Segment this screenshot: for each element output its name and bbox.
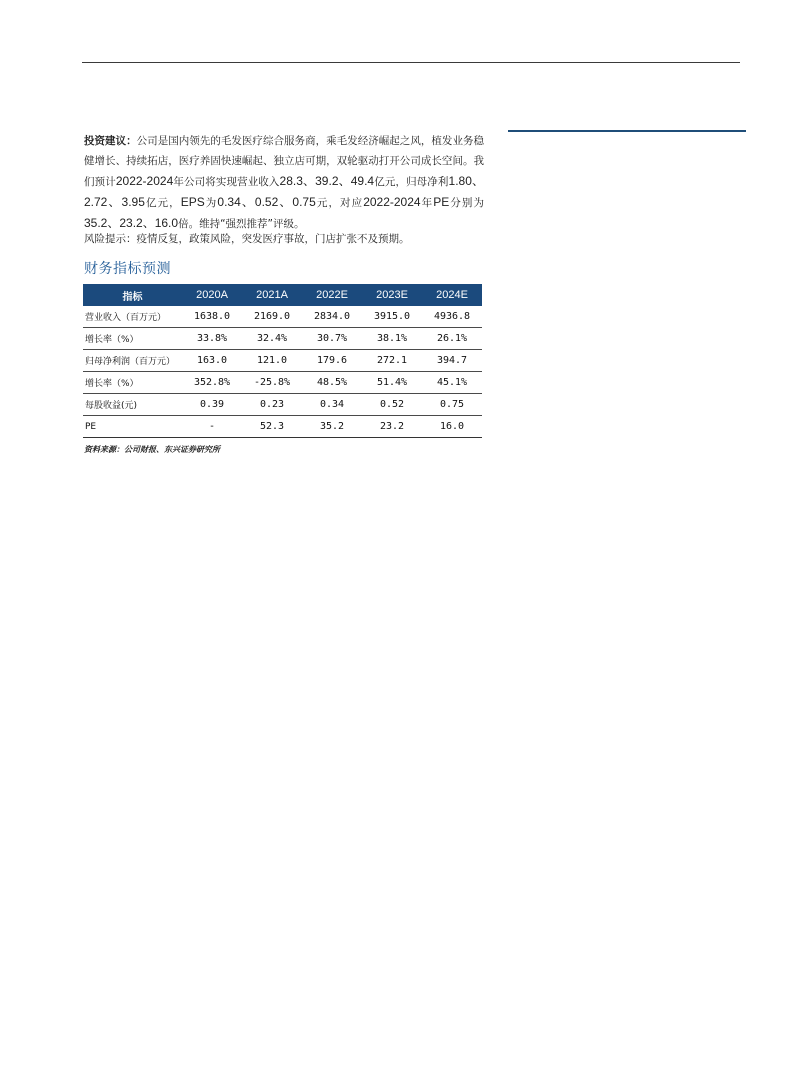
column-header: 2020A	[182, 284, 242, 306]
table-cell: 352.8%	[182, 372, 242, 394]
pe-years: 2022-2024	[363, 195, 421, 209]
table-cell: 394.7	[422, 350, 482, 372]
column-header: 2021A	[242, 284, 302, 306]
investment-text-d: 亿元，	[144, 197, 181, 209]
table-cell: 26.1%	[422, 328, 482, 350]
top-divider	[82, 62, 740, 63]
table-row	[83, 372, 482, 394]
row-label: 营业收入（百万元）	[83, 306, 182, 328]
eps-forecast: 0.34、0.52、0.75	[217, 195, 316, 209]
column-header: 2024E	[422, 284, 482, 306]
table-cell: -	[182, 416, 242, 438]
net-profit-forecast: 1.80、2.72、3.95	[84, 174, 485, 209]
table-cell: 0.52	[362, 394, 422, 416]
investment-text-c: 亿元，归母净利	[374, 176, 449, 188]
row-label: 归母净利润（百万元）	[83, 350, 182, 372]
pe-forecast: 35.2、23.2、16.0	[84, 216, 179, 230]
table-cell: 0.34	[302, 394, 362, 416]
table-row	[83, 350, 482, 372]
row-label: PE	[83, 416, 182, 438]
table-cell: -25.8%	[242, 372, 302, 394]
revenue-forecast: 28.3、39.2、49.4	[279, 174, 375, 188]
data-source-note: 资料来源：公司财报、东兴证券研究所	[84, 445, 220, 454]
table-cell: 4936.8	[422, 306, 482, 328]
table-cell: 23.2	[362, 416, 422, 438]
investment-text-e: 为	[204, 197, 218, 209]
table-cell: 2169.0	[242, 306, 302, 328]
investment-text-f: 元，对应	[315, 197, 364, 209]
investment-text-a: 公司是国内领先的毛发医疗综合服务商，乘毛发经济崛起之风，植发业务稳健增长、持续拓店，医疗养固快速崛起、独立店可期，双轮驱动打开公司成长空间。我们预计	[84, 135, 485, 188]
table-cell: 30.7%	[302, 328, 362, 350]
pe-label: PE	[433, 195, 450, 209]
table-cell: 32.4%	[242, 328, 302, 350]
forecast-years: 2022-2024	[115, 174, 174, 188]
table-cell: 179.6	[302, 350, 362, 372]
table-cell: 0.75	[422, 394, 482, 416]
table-cell: 2834.0	[302, 306, 362, 328]
table-header-row	[83, 284, 482, 306]
table-cell: 272.1	[362, 350, 422, 372]
table-cell: 3915.0	[362, 306, 422, 328]
row-label: 每股收益(元)	[83, 394, 182, 416]
investment-text-g: 年	[420, 197, 434, 209]
table-row	[83, 328, 482, 350]
eps-label: EPS	[180, 195, 205, 209]
investment-advice-paragraph	[84, 131, 484, 234]
table-cell: 1638.0	[182, 306, 242, 328]
row-label: 增长率（%）	[83, 328, 182, 350]
sidebar-divider	[508, 130, 746, 132]
investment-advice-label: 投资建议：	[84, 135, 137, 147]
table-cell: 45.1%	[422, 372, 482, 394]
table-cell: 51.4%	[362, 372, 422, 394]
table-cell: 0.23	[242, 394, 302, 416]
table-row	[83, 416, 482, 438]
column-header: 2023E	[362, 284, 422, 306]
risk-warning: 风险提示：疫情反复，政策风险，突发医疗事故，门店扩张不及预期。	[84, 233, 410, 245]
table-cell: 121.0	[242, 350, 302, 372]
table-cell: 48.5%	[302, 372, 362, 394]
table-cell: 16.0	[422, 416, 482, 438]
section-title: 财务指标预测	[84, 261, 171, 277]
table-cell: 0.39	[182, 394, 242, 416]
investment-text-b: 年公司将实现营业收入	[173, 176, 280, 188]
investment-text-h: 分别为	[449, 197, 485, 209]
table-cell: 35.2	[302, 416, 362, 438]
table-cell: 52.3	[242, 416, 302, 438]
table-row	[83, 394, 482, 416]
table-cell: 38.1%	[362, 328, 422, 350]
investment-text-i: 倍。维持“强烈推荐”评级。	[178, 218, 305, 230]
table-row	[83, 306, 482, 328]
financial-forecast-table	[83, 284, 482, 438]
column-header: 2022E	[302, 284, 362, 306]
column-header: 指标	[83, 284, 182, 306]
row-label: 增长率（%）	[83, 372, 182, 394]
table-cell: 163.0	[182, 350, 242, 372]
table-cell: 33.8%	[182, 328, 242, 350]
